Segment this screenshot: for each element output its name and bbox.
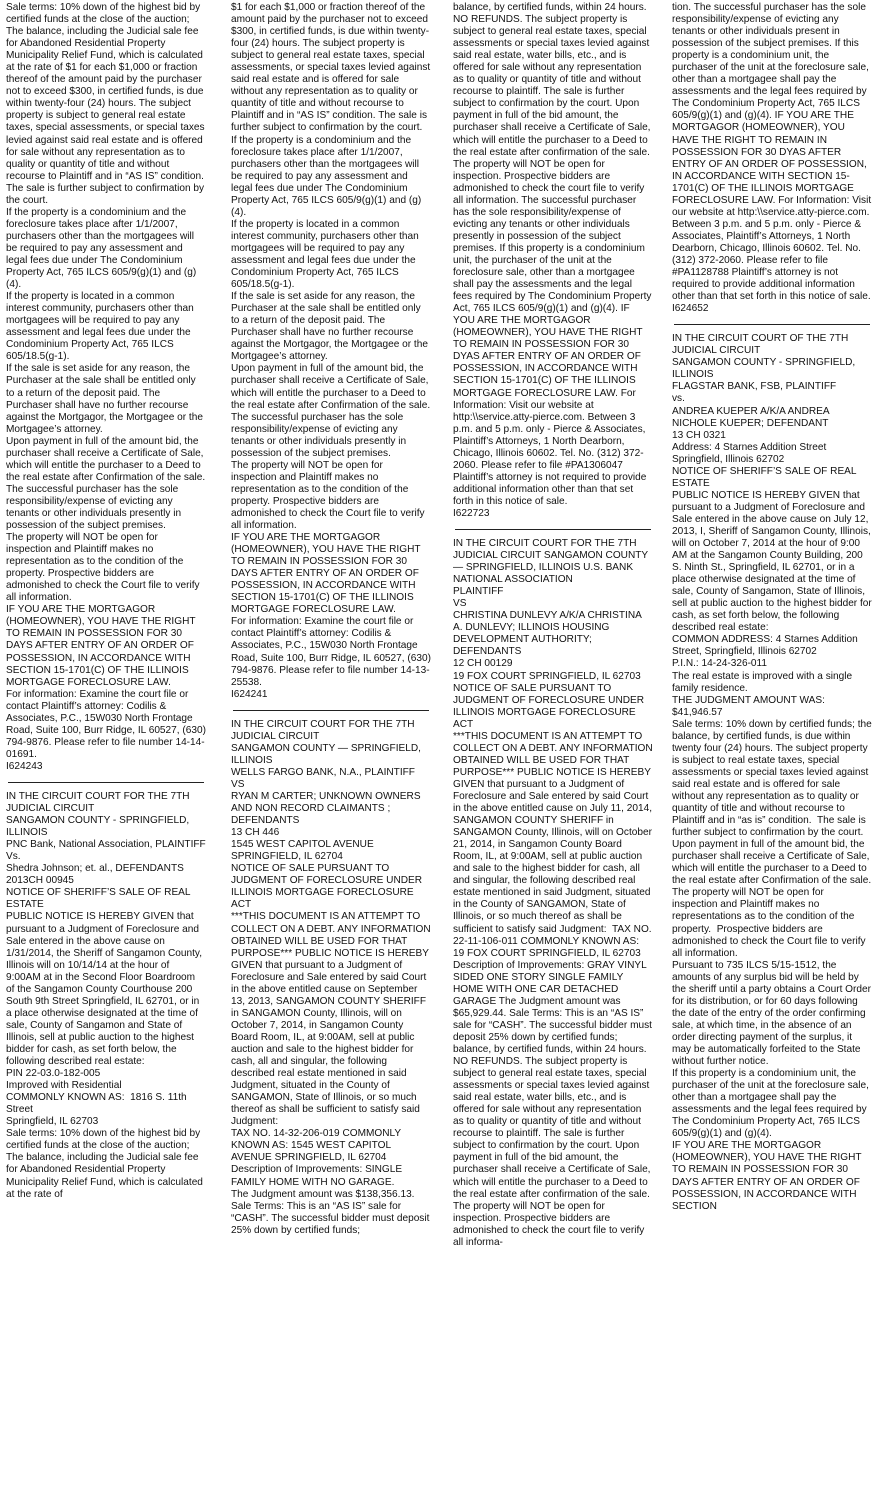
legal-notice bbox=[231, 2, 434, 701]
notice-paragraph: 19 FOX COURT SPRINGFIELD, IL 62703 bbox=[453, 670, 641, 682]
notice-paragraph: ***THIS DOCUMENT IS AN ATTEMPT TO COLLECT ON A DEBT. ANY INFORMATION OBTAINED WILL BE USED FOR THAT PURPOSE*** PUBLIC NOTICE IS HEREBY GIVEN that pursuant to a Judgment of Foreclosure and Sale entered by said Court in the above entitled cause on July 11, 2014, SANGAMON COUNTY SHERIFF in SANGAMON County, Illinois, will on October 21, 2014, in Sangamon County Board Room, IL, at 9:00AM, sell at public auction and sale to the highest bidder for cash, all and singular, the following described real estate mentioned in said Judgment, situated in the County of SANGAMON, State of Illinois, or so much thereof as shall be sufficient to satisfy said Judgment: TAX NO. 22-11-106-011 COMMONLY KNOWN AS: 19 FOX COURT SPRINGFIELD, IL 62703 Description of Improvements: GRAY VINYL SIDED ONE STORY SINGLE FAMILY HOME WITH ONE CAR DETACHED GARAGE The Judgment amount was $65,929.44. Sale Terms: This is an “AS IS” sale for “CASH”. The successful bidder must deposit 25% down by certified funds; balance, by certified funds, within 24 hours. NO REFUNDS. The subject property is subject to general real estate taxes, special assessments or special taxes levied against said real estate, water bills, etc., and is offered for sale without any representation as to quality or quantity of title and without recourse to plaintiff. The sale is further subject to confirmation by the court. Upon payment in full of the bid amount, the purchaser shall receive a Certificate of Sale, which will entitle the purchaser to a Deed to the real estate after confirmation of the sale. The property will NOT be open for inspection. Prospective bidders are admonished to check the court file to verify all informa- bbox=[453, 730, 656, 1248]
notice-paragraph: IF YOU ARE THE MORTGAGOR (HOMEOWNER), YOU HAVE THE RIGHT TO REMAIN IN POSSESSION FOR 30 DAYS AFTER ENTRY OF AN ORDER OF POSSESSION, IN ACCORDANCE WITH SECTION 15-1701(C) OF THE ILLINOIS MORTGAGE FORECLOSURE LAW. bbox=[6, 604, 198, 688]
notice-paragraph: PIN 22-03.0-182-005 bbox=[6, 1068, 101, 1080]
notice-paragraph: Sale terms: 10% down by certified funds; the balance, by certified funds, is due within twenty four (24) hours. The subject property is subject to real estate taxes, special assessments or special taxes levied against said real estate and is offered for sale without any representation as to quality or quantity of title and without recourse to Plaintiff and in “as is” condition. The sale is further subject to confirmation by the court. bbox=[672, 718, 875, 839]
notice-paragraph: The Judgment amount was $138,356.13. Sale Terms: This is an “AS IS” sale for “CASH”. The successful bidder must deposit 25% down by certified funds; bbox=[231, 1188, 433, 1236]
notice-paragraph: RYAN M CARTER; UNKNOWN OWNERS AND NON RECORD CLAIMANTS ; DEFENDANTS bbox=[231, 791, 423, 827]
notice-paragraph: 13 CH 0321 bbox=[672, 429, 726, 441]
notice-paragraph: ANDREA KUEPER A/K/A ANDREA NICHOLE KUEPER; DEFENDANT bbox=[672, 405, 832, 429]
notice-paragraph: The property will NOT be open for inspection and Plaintiff makes no representation as to the condition of the property. Prospective bidders are admonished to check the Court file to verify all information. bbox=[231, 459, 428, 532]
column-2 bbox=[231, 2, 434, 1505]
legal-notice bbox=[453, 2, 653, 520]
notice-paragraph: IN THE CIRCUIT COURT OF THE 7TH JUDICIAL CIRCUIT bbox=[672, 333, 852, 357]
notice-paragraph: PLAINTIFF bbox=[453, 586, 504, 598]
notice-paragraph: Improved with Residential bbox=[6, 1080, 122, 1092]
column-4 bbox=[672, 2, 877, 1505]
notice-paragraph: COMMONLY KNOWN AS: 1816 S. 11th Street bbox=[6, 1092, 190, 1116]
notice-paragraph: tion. The successful purchaser has the sole responsibility/expense of evicting any tenants or other individuals present in possession of the subject premises. If this property is a condominium unit, the purchaser of the unit at the foreclosure sale, other than a mortgagee shall pay the assessments and the legal fees required by The Condominium Property Act, 765 ILCS 605/9(g)(1) and (g)(4). IF YOU ARE THE MORTGAGOR (HOMEOWNER), YOU HAVE THE RIGHT TO REMAIN IN POSSESSION FOR 30 DYAS AFTER ENTRY OF AN ORDER OF POSSESSION, IN ACCORDANCE WITH SECTION 15-1701(C) OF THE ILLINOIS MORTGAGE FORECLOSURE LAW. For Information: Visit our website at http:\\service.atty-pierce.com. Between 3 p.m. and 5 p.m. only - Pierce & Associates, Plaintiff’s Attorneys, 1 North Dearborn, Chicago, Illinois 60602. Tel. No. (312) 372-2060. Please refer to file #PA1128788 Plaintiff’s attorney is not required to provide additional information other than that set forth in this notice of sale. bbox=[672, 2, 874, 303]
notice-paragraph: NOTICE OF SHERIFF’S SALE OF REAL ESTATE bbox=[672, 465, 859, 489]
legal-notice bbox=[453, 538, 656, 1249]
notice-paragraph: Upon payment in full of the amount bid, the purchaser shall receive a Certificate of Sale, which will entitle the purchaser to a Deed to the real estate after Confirmation of the sale. The successful purchaser has the sole responsibility/expense of evicting any tenants or other individuals presently in possession of the subject premises. bbox=[231, 363, 433, 459]
notice-paragraph: $1 for each $1,000 or fraction thereof of the amount paid by the purchaser not to exceed $300, in certified funds, is due within twenty-four (24) hours. The subject property is subject to general real estate taxes, special assessments, or special taxes levied against said real estate and is offered for sale without any representation as to quality or quantity of title and without recourse to Plaintiff and in “AS IS” condition. The sale is further subject to confirmation by the court. bbox=[231, 2, 433, 134]
notice-paragraph: WELLS FARGO BANK, N.A., PLAINTIFF bbox=[231, 766, 415, 778]
notice-paragraph: PUBLIC NOTICE IS HEREBY GIVEN that pursuant to a Judgment of Foreclosure and Sale entered in the above cause on 1/31/2014, the Sheriff of Sangamon County, Illinois will on 10/14/14 at the hour of 9:00AM at in the Second Floor Boardroom of the Sangamon County Courthouse 200 South 9th Street Springfield, IL 62701, or in a place otherwise designated at the time of sale, County of Sangamon and State of Illinois, sell at public auction to the highest bidder for cash, as set forth below, the following described real estate: bbox=[6, 911, 205, 1068]
notice-paragraph: Pursuant to 735 ILCS 5/15-1512, the amounts of any surplus bid will be held by the sheriff until a party obtains a Court Order for its distribution, or for 60 days following the date of the entry of the order confirming sale, at which time, in the absence of an order directing payment of the surplus, it may be automatically forfeited to the State without further notice. bbox=[672, 959, 874, 1068]
notice-paragraph: VS bbox=[231, 778, 245, 790]
notice-paragraph: If this property is a condominium unit, the purchaser of the unit at the foreclosure sale, other than a mortgagee shall pay the assessments and the legal fees required by The Condominium Property Act, 765 ILCS 605/9(g)(1) and (g)(4). bbox=[672, 1068, 872, 1140]
legal-notice bbox=[672, 333, 877, 1212]
notice-id: I622723 bbox=[453, 507, 490, 519]
notice-paragraph: 13 CH 446 bbox=[231, 827, 280, 839]
notice-paragraph: NOTICE OF SALE PURSUANT TO JUDGMENT OF FORECLOSURE UNDER ILLINOIS MORTGAGE FORECLOSURE ACT bbox=[453, 682, 647, 730]
legal-notice bbox=[6, 791, 206, 1201]
notice-paragraph: IF YOU ARE THE MORTGAGOR (HOMEOWNER), YOU HAVE THE RIGHT TO REMAIN IN POSSESSION FOR 30 DAYS AFTER ENTRY OF AN ORDER OF POSSESSION, IN ACCORDANCE WITH SECTION 15-1701(C) OF THE ILLINOIS MORTGAGE FORECLOSURE LAW. bbox=[231, 532, 423, 616]
notice-paragraph: IF YOU ARE THE MORTGAGOR (HOMEOWNER), YOU HAVE THE RIGHT TO REMAIN IN POSSESSION FOR 30 DAYS AFTER ENTRY OF AN ORDER OF POSSESSION, IN ACCORDANCE WITH SECTION bbox=[672, 1140, 864, 1212]
column-3 bbox=[453, 2, 656, 1505]
notice-paragraph: Sale terms: 10% down of the highest bid by certified funds at the close of the auction; The balance, including the Judicial sale fee for Abandoned Residential Property Municipality Relief Fund, which is calculated at the rate of $1 for each $1,000 or fraction thereof of the amount paid by the purchaser not to exceed $300, in certified funds, is due within twenty-four (24) hours. The subject property is subject to general real estate taxes, special assessments, or special taxes levied against said real estate and is offered for sale without any representation as to quality or quantity of title and without recourse to Plaintiff and in “AS IS” condition. The sale is further subject to confirmation by the court. bbox=[6, 2, 208, 206]
notice-paragraph: SANGAMON COUNTY - SPRINGFIELD, ILLINOIS bbox=[6, 815, 193, 839]
notice-paragraph: VS bbox=[453, 598, 467, 610]
notice-paragraph: CHRISTINA DUNLEVY A/K/A CHRISTINA A. DUNLEVY; ILLINOIS HOUSING DEVELOPMENT AUTHORITY; DEFENDANTS bbox=[453, 610, 644, 658]
column-1 bbox=[6, 2, 209, 1505]
notice-id: I624241 bbox=[231, 688, 268, 700]
notice-paragraph: PUBLIC NOTICE IS HEREBY GIVEN that pursuant to a Judgment of Foreclosure and Sale entered in the above cause on July 12, 2013, I, Sheriff of Sangamon County, Illinois, will on October 7, 2014 at the hour of 9:00 AM at the Sangamon County Building, 200 S. Ninth St., Springfield, IL 62701, or in a place otherwise designated at the time of sale, County of Sangamon, State of Illinois, sell at public auction to the highest bidder for cash, as set forth below, the following described real estate: bbox=[672, 489, 875, 634]
notice-paragraph: 1545 WEST CAPITOL AVENUE SPRINGFIELD, IL 62704 bbox=[231, 839, 377, 863]
notice-id: I624652 bbox=[672, 303, 709, 315]
notice-paragraph: 12 CH 00129 bbox=[453, 658, 513, 670]
notice-paragraph: If the property is a condominium and the foreclosure takes place after 1/1/2007, purchasers other than the mortgagees will be required to pay any assessment and legal fees due under The Condominium Property Act, 765 ILCS 605/9(g)(1) and (g)(4). bbox=[6, 206, 197, 291]
notice-paragraph: 2013CH 00945 bbox=[6, 875, 74, 887]
notice-paragraph: Springfield, Illinois 62702 bbox=[672, 453, 785, 465]
notice-paragraph: TAX NO. 14-32-206-019 COMMONLY KNOWN AS: 1545 WEST CAPITOL AVENUE SPRINGFIELD, IL 62704 Description of Improvements: SINGLE FAMILY HOME WITH NO GARAGE. bbox=[231, 1128, 405, 1188]
notice-paragraph: NOTICE OF SALE PURSUANT TO JUDGMENT OF FORECLOSURE UNDER ILLINOIS MORTGAGE FORECLOSURE ACT bbox=[231, 863, 425, 911]
notice-paragraph: Vs. bbox=[6, 851, 21, 863]
notice-paragraph: vs. bbox=[672, 393, 685, 405]
notice-paragraph: COMMON ADDRESS: 4 Starnes Addition Street, Springfield, Illinois 62702 bbox=[672, 634, 861, 658]
notice-paragraph: If the property is a condominium and the foreclosure takes place after 1/1/2007, purchasers other than the mortgagees will be required to pay any assessment and legal fees due under The Condominium Property Act, 765 ILCS 605/9(g)(1) and (g)(4). bbox=[231, 134, 422, 218]
notice-paragraph: SANGAMON COUNTY — SPRINGFIELD, ILLINOIS bbox=[231, 742, 424, 766]
notice-paragraph: Upon payment in full of the amount bid, the purchaser shall receive a Certificate of Sale, which will entitle the purchaser to a Deed to the real estate after Confirmation of the sale. The successful purchaser has the sole responsibility/expense of evicting any tenants or other individuals presently in possession of the subject premises. bbox=[6, 435, 208, 532]
notice-divider bbox=[674, 324, 870, 325]
notice-paragraph: ***THIS DOCUMENT IS AN ATTEMPT TO COLLECT ON A DEBT. ANY INFORMATION OBTAINED WILL BE USED FOR THAT PURPOSE*** PUBLIC NOTICE IS HEREBY GIVEN that pursuant to a Judgment of Foreclosure and Sale entered by said Court in the above entitled cause on September 13, 2013, SANGAMON COUNTY SHERIFF in SANGAMON County, Illinois, will on October 7, 2014, in Sangamon County Board Room, IL, at 9:00AM, sell at public auction and sale to the highest bidder for cash, all and singular, the following described real estate mentioned in said Judgment, situated in the County of SANGAMON, State of Illinois, or so much thereof as shall be sufficient to satisfy said Judgment: bbox=[231, 911, 434, 1128]
notice-divider bbox=[8, 782, 204, 783]
notice-paragraph: The real estate is improved with a single family residence. bbox=[672, 670, 855, 694]
notice-paragraph: balance, by certified funds, within 24 hours. NO REFUNDS. The subject property is subject to general real estate taxes, special assessments or special taxes levied against said real estate, water bills, etc., and is offered for sale without any representation as to quality or quantity of title and without recourse to plaintiff. The sale is further subject to confirmation by the court. Upon payment in full of the bid amount, the purchaser shall receive a Certificate of Sale, which will entitle the purchaser to a Deed to the real estate after confirmation of the sale. The property will NOT be open for inspection. Prospective bidders are admonished to check the court file to verify all information. The successful purchaser has the sole responsibility/expense of evicting any tenants or other individuals presently in possession of the subject premises. If this property is a condominium unit, the purchaser of the unit at the foreclosure sale, other than a mortgagee shall pay the assessments and the legal fees required by The Condominium Property Act, 765 ILCS 605/9(g)(1) and (g)(4). IF YOU ARE THE MORTGAGOR (HOMEOWNER), YOU HAVE THE RIGHT TO REMAIN IN POSSESSION FOR 30 DYAS AFTER ENTRY OF AN ORDER OF POSSESSION, IN ACCORDANCE WITH SECTION 15-1701(C) OF THE ILLINOIS MORTGAGE FORECLOSURE LAW. For Information: Visit our website at http:\\service.atty-pierce.com. Between 3 p.m. and 5 p.m. only - Pierce & Associates, Plaintiff’s Attorneys, 1 North Dearborn, Chicago, Illinois 60602. Tel. No. (312) 372-2060. Please refer to file #PA1306047 Plaintiff’s attorney is not required to provide additional information other than that set forth in this notice of sale. bbox=[453, 2, 654, 507]
legal-notice bbox=[672, 2, 872, 315]
notice-paragraph: NOTICE OF SHERIFF’S SALE OF REAL ESTATE bbox=[6, 887, 193, 911]
legal-notice bbox=[6, 2, 209, 773]
notice-paragraph: P.I.N.: 14-24-326-011 bbox=[672, 658, 768, 670]
notice-divider bbox=[233, 710, 429, 711]
notice-paragraph: Upon payment in full of the amount bid, the purchaser shall receive a Certificate of Sale, which will entitle the purchaser to a Deed to the real estate after Confirmation of the sale. The property will NOT be open for inspection and Plaintiff makes no representations as to the condition of the property. Prospective bidders are admonished to check the Court file to verify all information. bbox=[672, 839, 877, 959]
notice-paragraph: SANGAMON COUNTY - SPRINGFIELD, ILLINOIS bbox=[672, 357, 859, 381]
notice-id: I624243 bbox=[6, 760, 43, 772]
notice-paragraph: Address: 4 Starnes Addition Street bbox=[672, 441, 827, 453]
notice-paragraph: Springfield, IL 62703 bbox=[6, 1116, 99, 1128]
notice-paragraph: If the property is located in a common interest community, purchasers other than mortgagees will be required to pay any assessment and legal fees due under the Condominium Property Act, 765 ILCS 605/18.5(g-1). bbox=[231, 218, 422, 291]
notice-paragraph: Sale terms: 10% down of the highest bid by certified funds at the close of the auction; The balance, including the Judicial sale fee for Abandoned Residential Property Municipality Relief Fund, which is calculated at the rate of bbox=[6, 1128, 206, 1200]
notice-paragraph: For information: Examine the court file or contact Plaintiff’s attorney: Codilis & Associates, P.C., 15W030 North Frontage Road, Suite 100, Burr Ridge, IL 60527, (630) 794-9876. Please refer to file number 14-13-25538. bbox=[231, 616, 434, 688]
notice-paragraph: If the sale is set aside for any reason, the Purchaser at the sale shall be entitled only to a return of the deposit paid. The Purchaser shall have no further recourse against the Mortgagor, the Mortgagee or the Mortgagee’s attorney. bbox=[231, 291, 431, 363]
notice-paragraph: IN THE CIRCUIT COURT FOR THE 7TH JUDICIAL CIRCUIT SANGAMON COUNTY — SPRINGFIELD, ILLINOIS U.S. BANK NATIONAL ASSOCIATION bbox=[453, 538, 651, 586]
notice-paragraph: FLAGSTAR BANK, FSB, PLAINTIFF bbox=[672, 381, 837, 393]
notice-paragraph: PNC Bank, National Association, PLAINTIFF bbox=[6, 839, 206, 851]
notice-paragraph: IN THE CIRCUIT COURT FOR THE 7TH JUDICIAL CIRCUIT bbox=[231, 718, 418, 742]
legal-notice bbox=[231, 718, 434, 1237]
notice-paragraph: THE JUDGMENT AMOUNT WAS: $41,946.57 bbox=[672, 694, 828, 718]
notice-paragraph: If the sale is set aside for any reason, the Purchaser at the sale shall be entitled only to a return of the deposit paid. The Purchaser shall have no further recourse against the Mortgagor, the Mortgagee or the Mortgagee’s attorney. bbox=[6, 363, 206, 435]
notice-paragraph: Shedra Johnson; et. al., DEFENDANTS bbox=[6, 863, 184, 875]
notice-paragraph: The property will NOT be open for inspection and Plaintiff makes no representation as to the condition of the property. Prospective bidders are admonished to check the Court file to verify all information. bbox=[6, 532, 203, 604]
notice-divider bbox=[455, 529, 651, 530]
notice-paragraph: IN THE CIRCUIT COURT FOR THE 7TH JUDICIAL CIRCUIT bbox=[6, 791, 193, 815]
notice-paragraph: If the property is located in a common interest community, purchasers other than mortgagees will be required to pay any assessment and legal fees due under the Condominium Property Act, 765 ILCS 605/18.5(g-1). bbox=[6, 291, 197, 363]
notice-paragraph: For information: Examine the court file or contact Plaintiff’s attorney: Codilis & Associates, P.C., 15W030 North Frontage Road, Suite 100, Burr Ridge, IL 60527, (630) 794-9876. Please refer to file number 14-14-01691. bbox=[6, 688, 209, 760]
